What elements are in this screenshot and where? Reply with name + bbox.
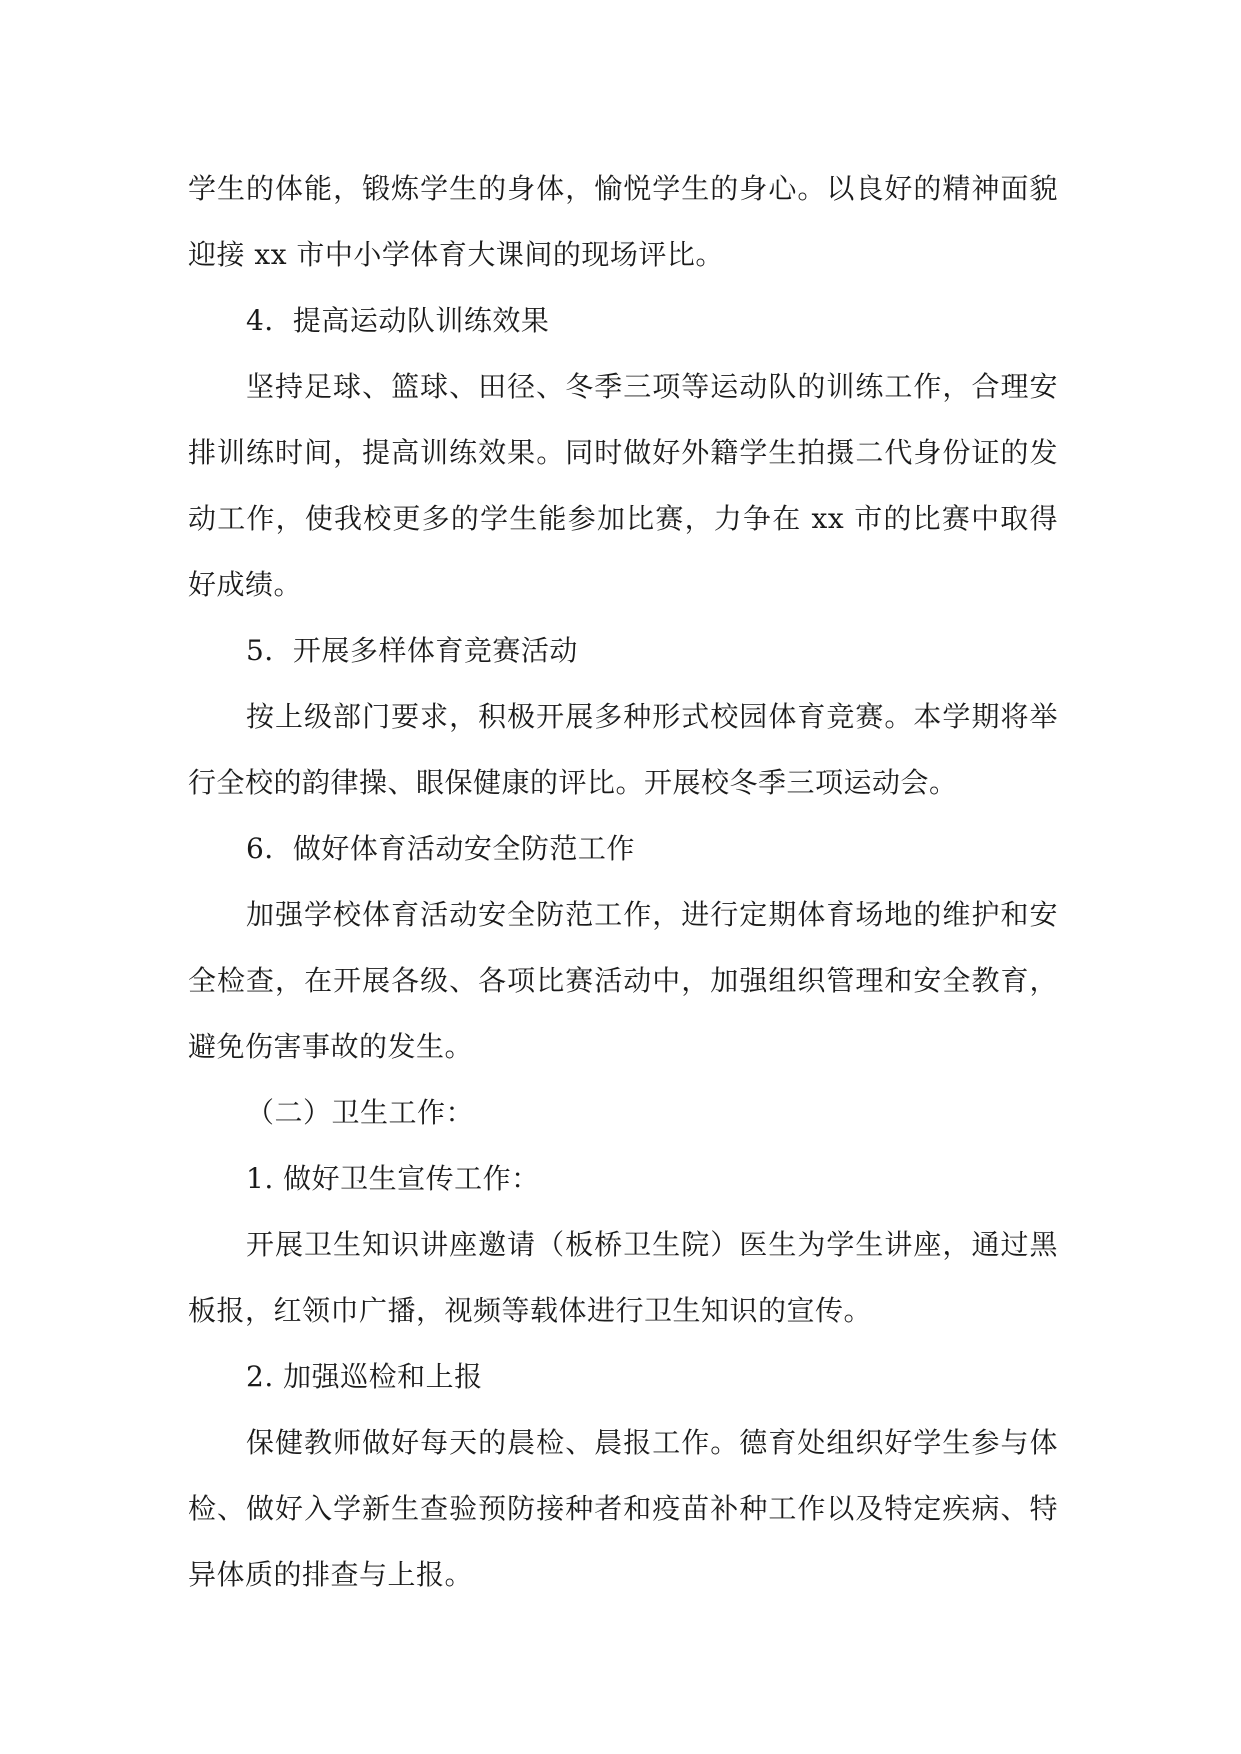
paragraph-line: 好成绩。 (188, 568, 303, 601)
paragraph-line: 坚持足球、篮球、田径、冬季三项等运动队的训练工作，合理安 (246, 370, 1058, 403)
paragraph-line: 全检查，在开展各级、各项比赛活动中，加强组织管理和安全教育， (188, 964, 1058, 997)
section-heading: （二）卫生工作： (246, 1096, 475, 1129)
paragraph-line: 加强学校体育活动安全防范工作，进行定期体育场地的维护和安 (246, 898, 1058, 931)
paragraph-line: 按上级部门要求，积极开展多种形式校园体育竞赛。本学期将举 (246, 700, 1058, 733)
paragraph-line: 保健教师做好每天的晨检、晨报工作。德育处组织好学生参与体 (246, 1426, 1058, 1459)
paragraph-line: 排训练时间，提高训练效果。同时做好外籍学生拍摄二代身份证的发 (188, 436, 1058, 469)
document-body (188, 156, 1058, 1608)
subsection-heading: 1. 做好卫生宣传工作： (246, 1162, 540, 1195)
paragraph-line: 动工作，使我校更多的学生能参加比赛，力争在 xx 市的比赛中取得 (188, 502, 1058, 535)
paragraph-line: 检、做好入学新生查验预防接种者和疫苗补种工作以及特定疾病、特 (188, 1492, 1058, 1525)
paragraph-line: 异体质的排查与上报。 (188, 1558, 474, 1591)
paragraph-line: 行全校的韵律操、眼保健康的评比。开展校冬季三项运动会。 (188, 766, 958, 799)
paragraph-line: 迎接 xx 市中小学体育大课间的现场评比。 (188, 238, 724, 271)
paragraph-line: 开展卫生知识讲座邀请（板桥卫生院）医生为学生讲座，通过黑 (246, 1228, 1058, 1261)
subsection-heading: 2. 加强巡检和上报 (246, 1360, 483, 1393)
section-heading: 4．提高运动队训练效果 (246, 304, 550, 337)
paragraph-line: 板报，红领巾广播，视频等载体进行卫生知识的宣传。 (188, 1294, 873, 1327)
paragraph-line: 学生的体能，锻炼学生的身体，愉悦学生的身心。以良好的精神面貌 (188, 172, 1058, 205)
section-heading: 6．做好体育活动安全防范工作 (246, 832, 635, 865)
section-heading: 5．开展多样体育竞赛活动 (246, 634, 578, 667)
paragraph-line: 避免伤害事故的发生。 (188, 1030, 474, 1063)
